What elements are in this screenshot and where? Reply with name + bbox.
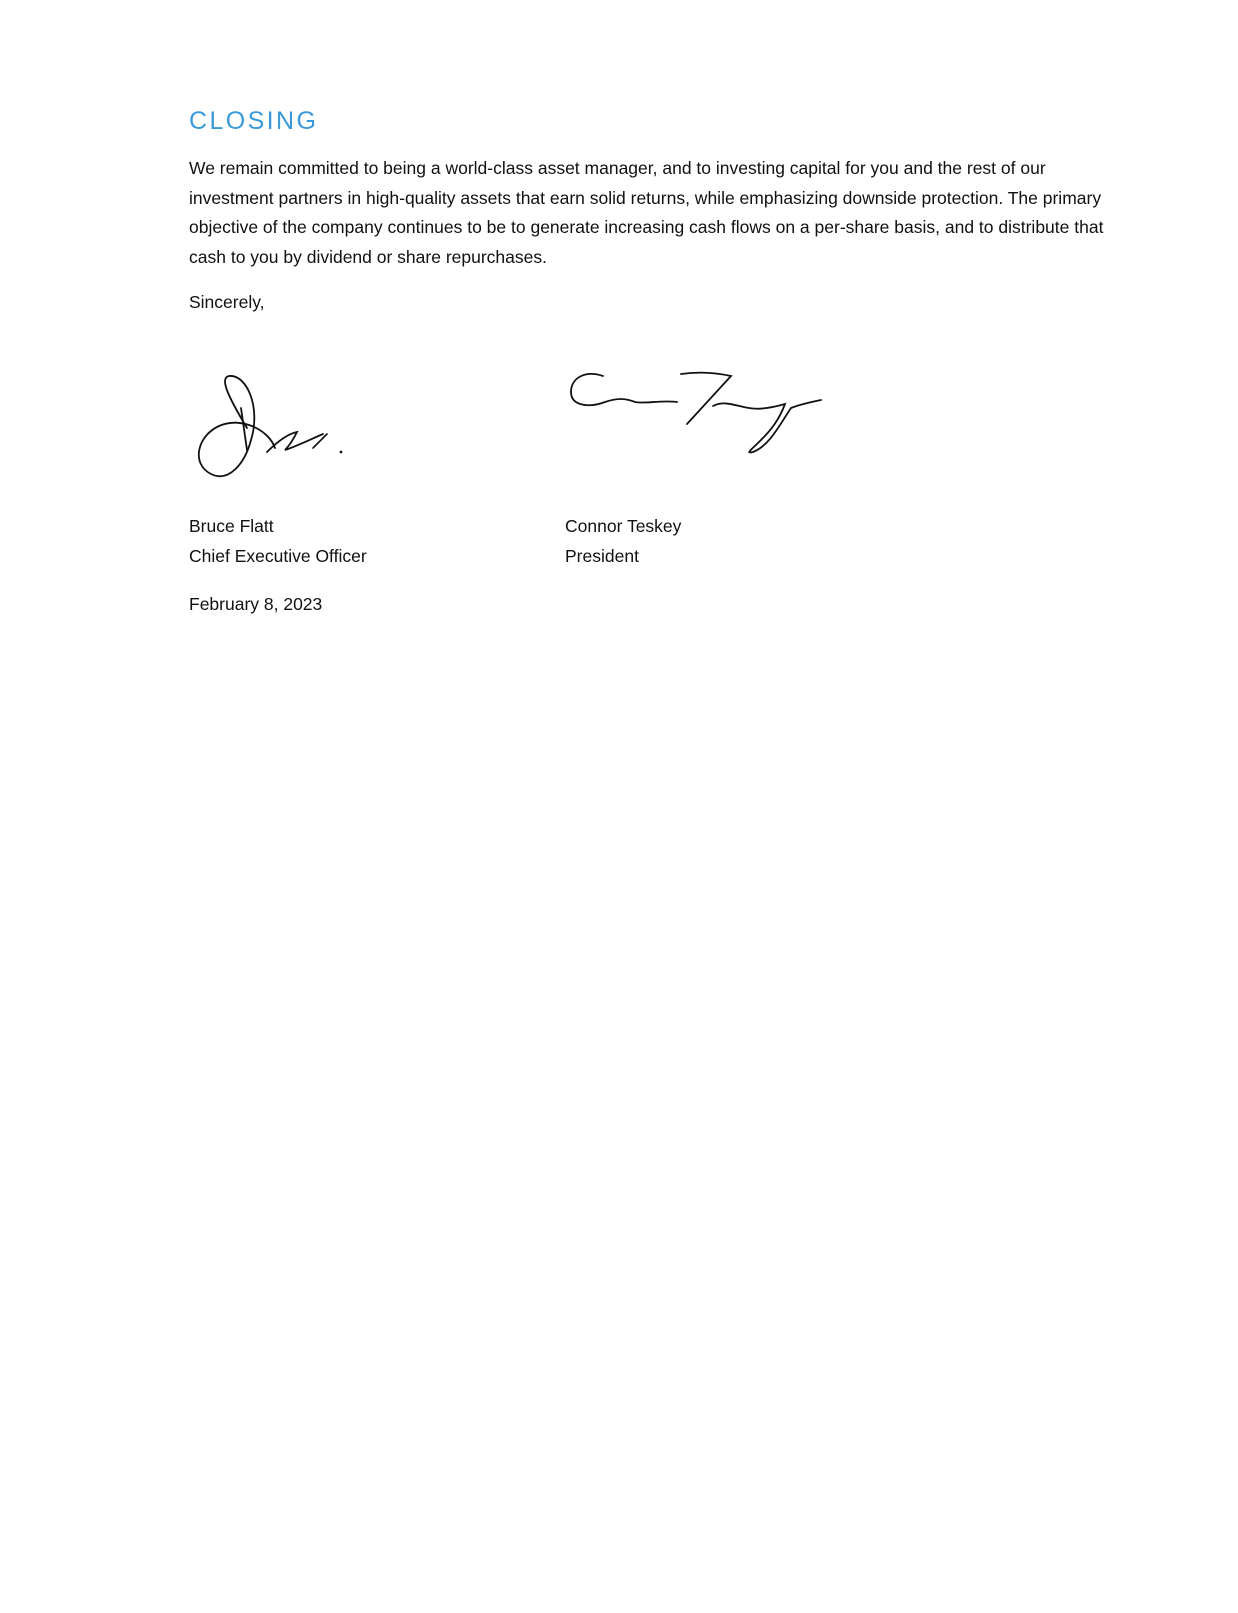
signatory-name: Connor Teskey (565, 516, 682, 536)
signature-area (189, 316, 1129, 566)
closing-paragraph: We remain committed to being a world-class asset manager, and to investing capital for you and the rest of our investment partners in high-quality assets that earn solid returns, while emphasizing downside protection. The primary objective of the company continues to be to generate increasing cash flows on a per-share basis, and to distribute that cash to you by dividend or share repurchases. (189, 158, 1104, 267)
letter-date: February 8, 2023 (189, 594, 323, 614)
signature-icon (565, 368, 835, 468)
closing-section (189, 104, 1129, 566)
signatory-title: Chief Executive Officer (189, 546, 367, 566)
signature-icon (189, 368, 359, 488)
section-heading: CLOSING (189, 107, 319, 135)
salutation: Sincerely, (189, 292, 265, 312)
signatory-title: President (565, 546, 639, 566)
signatory-name: Bruce Flatt (189, 516, 274, 536)
